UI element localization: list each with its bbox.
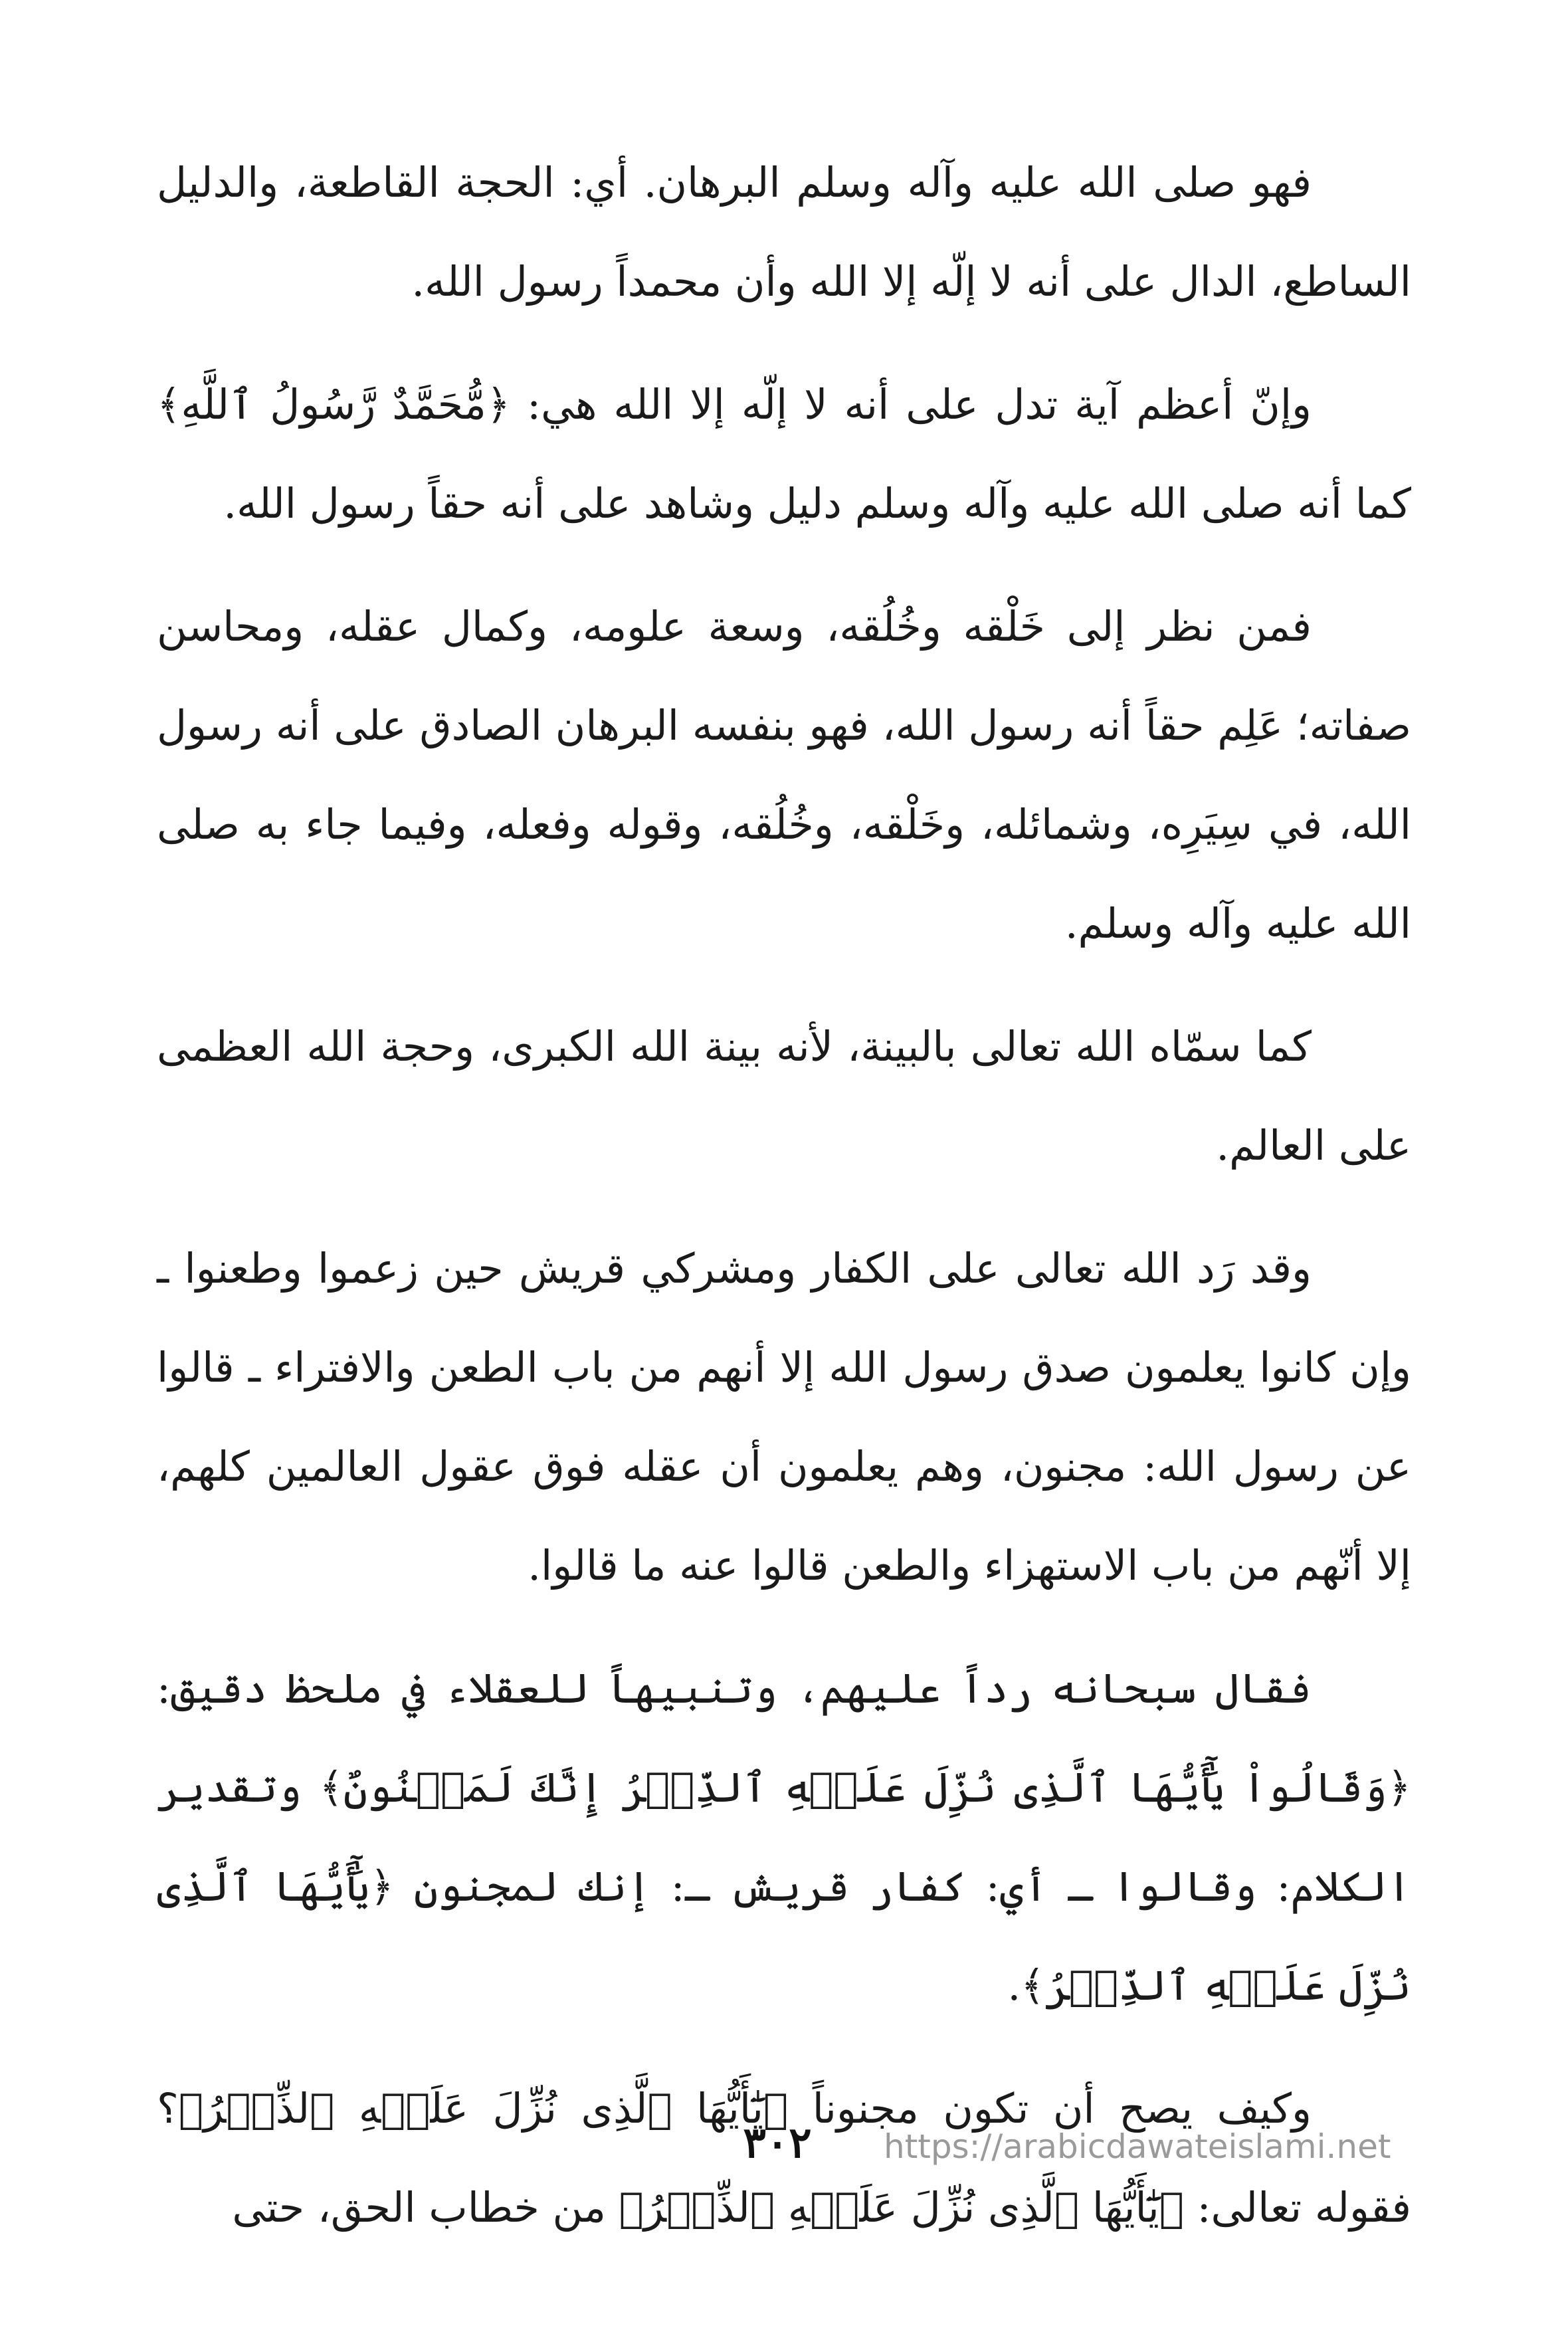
watermark-url: https://arabicdawateislami.net [884,2127,1391,2166]
paragraph-3: فمن نظر إلى خَلْقه وخُلُقه، وسعة علومه، وكمال عقله، ومحاسن صفاته؛ عَلِم حقاً أنه رسول الله، فهو بنفسه البرهان الصادق على أنه رسول الله، في سِيَرِه، وشمائله، وخَلْقه، وخُلُقه، وقوله وفعله، وفيما جاء به صلى الله عليه وآله وسلم. [157,602,1411,948]
paragraph-6: فقال سبحانه رداً عليهم، وتنبيهاً للعقلاء في ملحظ دقيق: ﴿وَقَالُواْ يَٰٓأَيُّهَا ٱلَّذِى نُزِّلَ عَلَيۡهِ ٱلذِّكۡرُ إِنَّكَ لَمَجۡنُونٌ﴾ وتقدير الكلام: وقالوا ـ أي: كفار قريش ـ: إنك لمجنون ﴿يَٰٓأَيُّهَا ٱلَّذِى نُزِّلَ عَلَيۡهِ ٱلذِّكۡرُ﴾. [157,1664,1411,2010]
paragraph-1: فهو صلى الله عليه وآله وسلم البرهان. أي: الحجة القاطعة، والدليل الساطع، الدال على أنه لا إلّه إلا الله وأن محمداً رسول الله. [157,158,1411,306]
paragraph-5: وقد رَد الله تعالى على الكفار ومشركي قريش حين زعموا وطعنوا ـ وإن كانوا يعلمون صدق رسول الله إلا أنهم من باب الطعن والافتراء ـ قالوا عن رسول الله: مجنون، وهم يعلمون أن عقله فوق عقول العالمين كلهم، إلا أنّهم من باب الاستهزاء والطعن قالوا عنه ما قالوا. [157,1244,1411,1590]
page-number: ٣٠٢ [743,2118,812,2168]
paragraph-7: وكيف يصح أن تكون مجنوناً ﴿يَٰٓأَيُّهَا ٱلَّذِى نُزِّلَ عَلَيۡهِ ٱلذِّكۡرُ﴾؟ فقوله تعالى: ﴿يَٰٓأَيُّهَا ٱلَّذِى نُزِّلَ عَلَيۡهِ ٱلذِّكۡرُ﴾ من خطاب الحق، حتى [157,2084,1411,2232]
page-footer [0,2107,1568,2186]
body-text [157,133,1411,2274]
paragraph-4: كما سمّاه الله تعالى بالبينة، لأنه بينة الله الكبرى، وحجة الله العظمى على العالم. [157,1022,1411,1170]
paragraph-2: وإنّ أعظم آية تدل على أنه لا إلّه إلا الله هي: ﴿مُّحَمَّدٌ رَّسُولُ ٱللَّهِ﴾ كما أنه صلى الله عليه وآله وسلم دليل وشاهد على أنه حقاً رسول الله. [157,380,1411,528]
